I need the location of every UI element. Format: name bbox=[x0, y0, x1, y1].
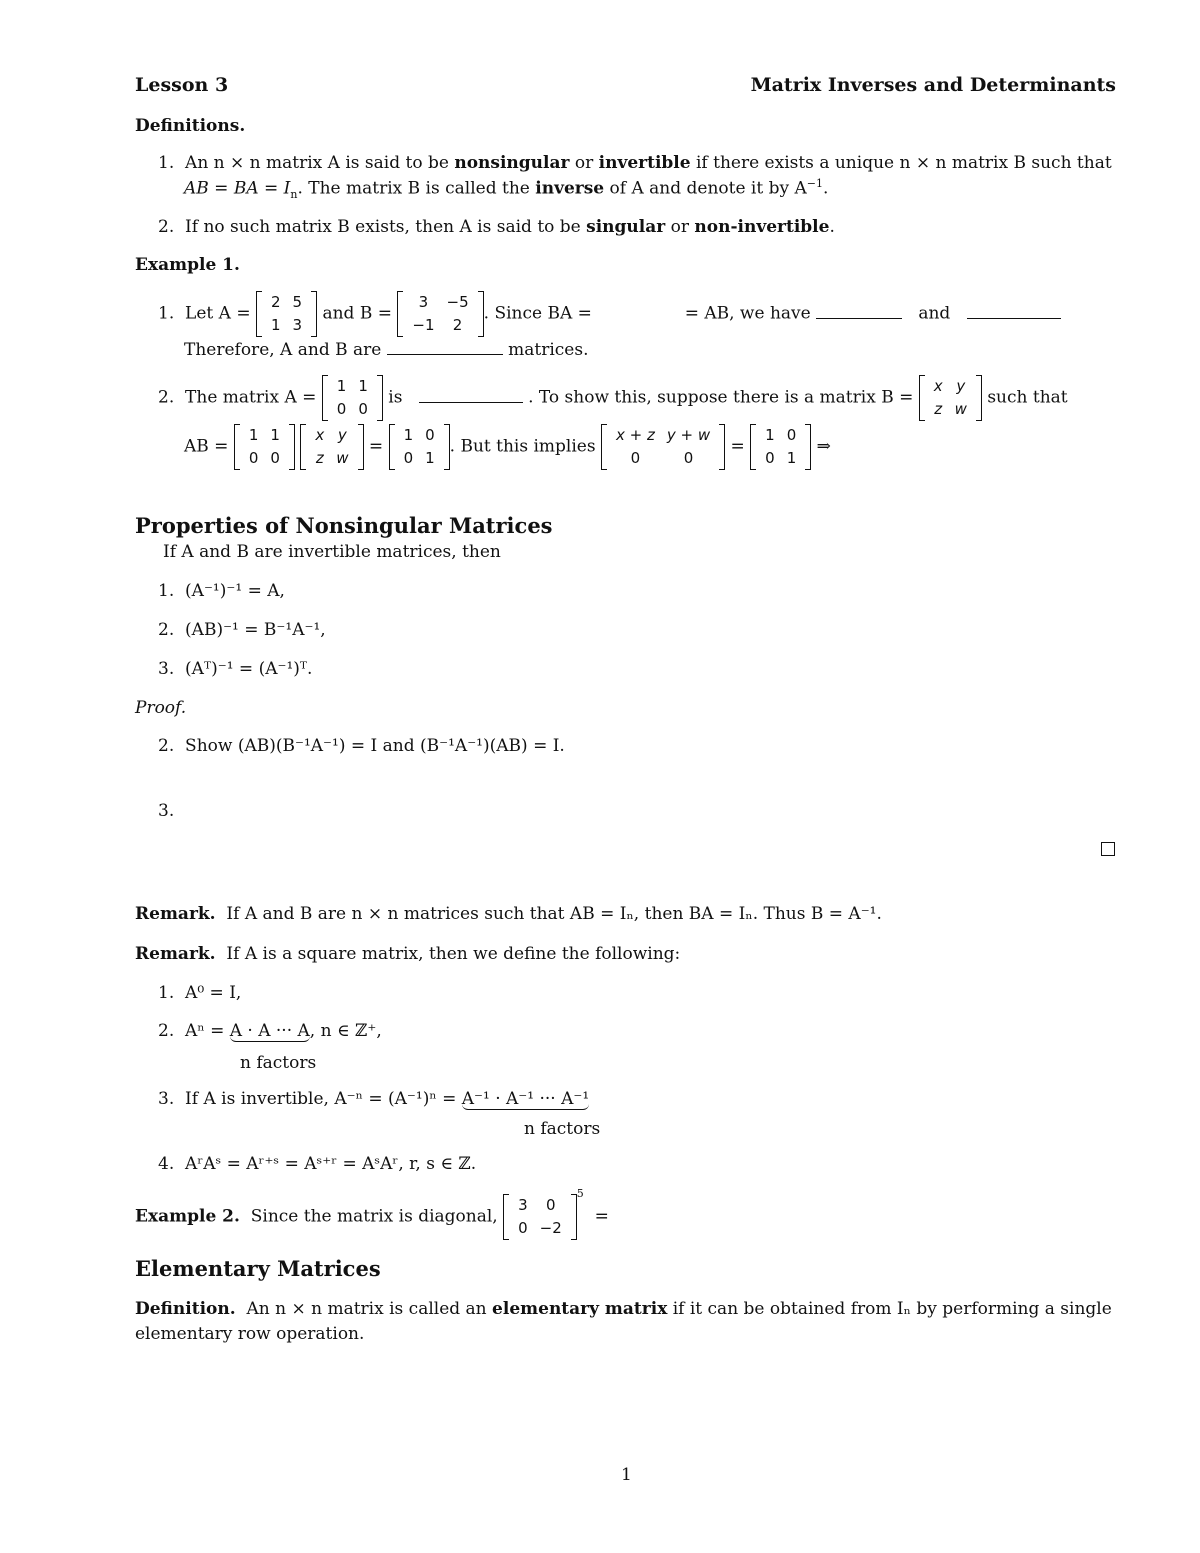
elementary-heading: Elementary Matrices bbox=[135, 1256, 381, 1281]
remark-item-1: 1. A⁰ = I, bbox=[158, 983, 242, 1003]
lesson-label: Lesson 3 bbox=[135, 74, 229, 96]
definition-item-2: 2. If no such matrix B exists, then A is said to be singular or non-invertible. bbox=[158, 217, 835, 237]
definitions-heading: Definitions. bbox=[135, 116, 246, 136]
answer-blank[interactable] bbox=[387, 353, 503, 355]
matrix-A: 2 5 1 3 bbox=[256, 291, 317, 337]
remark-item-4: 4. AʳAˢ = Aʳ⁺ˢ = Aˢ⁺ʳ = AˢAʳ, r, s ∈ ℤ. bbox=[158, 1154, 477, 1174]
property-3: 3. (Aᵀ)⁻¹ = (A⁻¹)ᵀ. bbox=[158, 659, 313, 679]
property-2: 2. (AB)⁻¹ = B⁻¹A⁻¹, bbox=[158, 620, 326, 640]
identity-matrix: 1 0 0 1 bbox=[750, 424, 811, 470]
example-1-item-2-equation: AB = 1 1 0 0 x y z w = 1 0 0 1 . But this implies x + z y + w 0 0 = 1 0 0 1 ⇒ bbox=[184, 424, 831, 470]
diagonal-matrix: 3 0 0 −2 bbox=[503, 1194, 577, 1240]
implies-arrow: ⇒ bbox=[816, 436, 831, 457]
answer-blank[interactable] bbox=[419, 401, 523, 403]
proof-item-2: 2. Show (AB)(B⁻¹A⁻¹) = I and (B⁻¹A⁻¹)(AB) = I. bbox=[158, 736, 565, 756]
definition-item-1-line-1: 1. An n × n matrix A is said to be nonsingular or invertible if there exists a unique n × n matrix B such that bbox=[158, 153, 1112, 173]
remark-1: Remark. If A and B are n × n matrices such that AB = Iₙ, then BA = Iₙ. Thus B = A⁻¹. bbox=[135, 904, 882, 924]
matrix-M: 1 1 0 0 bbox=[234, 424, 295, 470]
example-2: Example 2. Since the matrix is diagonal, 3 0 0 −2 $^5$ = bbox=[135, 1194, 609, 1240]
example-1-item-2: 2. The matrix A = 1 1 0 0 is . To show this, suppose there is a matrix B = x y z w such that bbox=[158, 375, 1068, 421]
proof-item-3: 3. bbox=[158, 801, 175, 821]
underbrace: A · A ··· A bbox=[229, 1021, 310, 1041]
answer-blank[interactable] bbox=[967, 317, 1061, 319]
matrix-X: x y z w bbox=[919, 375, 982, 421]
matrix-M: 1 1 0 0 bbox=[322, 375, 383, 421]
example-1-therefore: Therefore, A and B are matrices. bbox=[184, 340, 589, 360]
underbrace-label: n factors bbox=[240, 1053, 317, 1073]
underbrace: A⁻¹ · A⁻¹ ··· A⁻¹ bbox=[461, 1089, 590, 1109]
proof-label: Proof. bbox=[135, 698, 187, 718]
definition-item-1-line-2: AB = BA = $I_n$. The matrix B is called the inverse of A and denote it by $A^{-1}$. bbox=[184, 177, 829, 202]
remark-2: Remark. If A is a square matrix, then we define the following: bbox=[135, 944, 681, 964]
matrix-result: x + z y + w 0 0 bbox=[601, 424, 725, 470]
page-title: Matrix Inverses and Determinants bbox=[750, 74, 1116, 96]
qed-box-icon bbox=[1101, 842, 1115, 856]
matrix-B: 3 −5 −1 2 bbox=[397, 291, 483, 337]
properties-intro: If A and B are invertible matrices, then bbox=[163, 542, 501, 562]
matrix-X: x y z w bbox=[300, 424, 363, 470]
elementary-definition-line-1: Definition. An n × n matrix is called an elementary matrix if it can be obtained from Iₙ by performing a single bbox=[135, 1299, 1112, 1319]
example-1-item-1: 1. Let A = 2 5 1 3 and B = 3 −5 −1 2 . Since BA = = AB, we have and bbox=[158, 291, 1061, 337]
example-1-heading: Example 1. bbox=[135, 255, 240, 275]
property-1: 1. (A⁻¹)⁻¹ = A, bbox=[158, 581, 285, 601]
answer-blank[interactable] bbox=[816, 317, 902, 319]
remark-item-3: 3. If A is invertible, A⁻ⁿ = (A⁻¹)ⁿ = A⁻¹ · A⁻¹ ··· A⁻¹ bbox=[158, 1089, 590, 1109]
page-number: 1 bbox=[621, 1465, 632, 1485]
underbrace-label: n factors bbox=[524, 1119, 601, 1139]
identity-matrix: 1 0 0 1 bbox=[389, 424, 450, 470]
elementary-definition-line-2: elementary row operation. bbox=[135, 1324, 365, 1344]
properties-heading: Properties of Nonsingular Matrices bbox=[135, 513, 553, 538]
remark-item-2: 2. Aⁿ = A · A ··· A, n ∈ ℤ⁺, bbox=[158, 1021, 382, 1041]
